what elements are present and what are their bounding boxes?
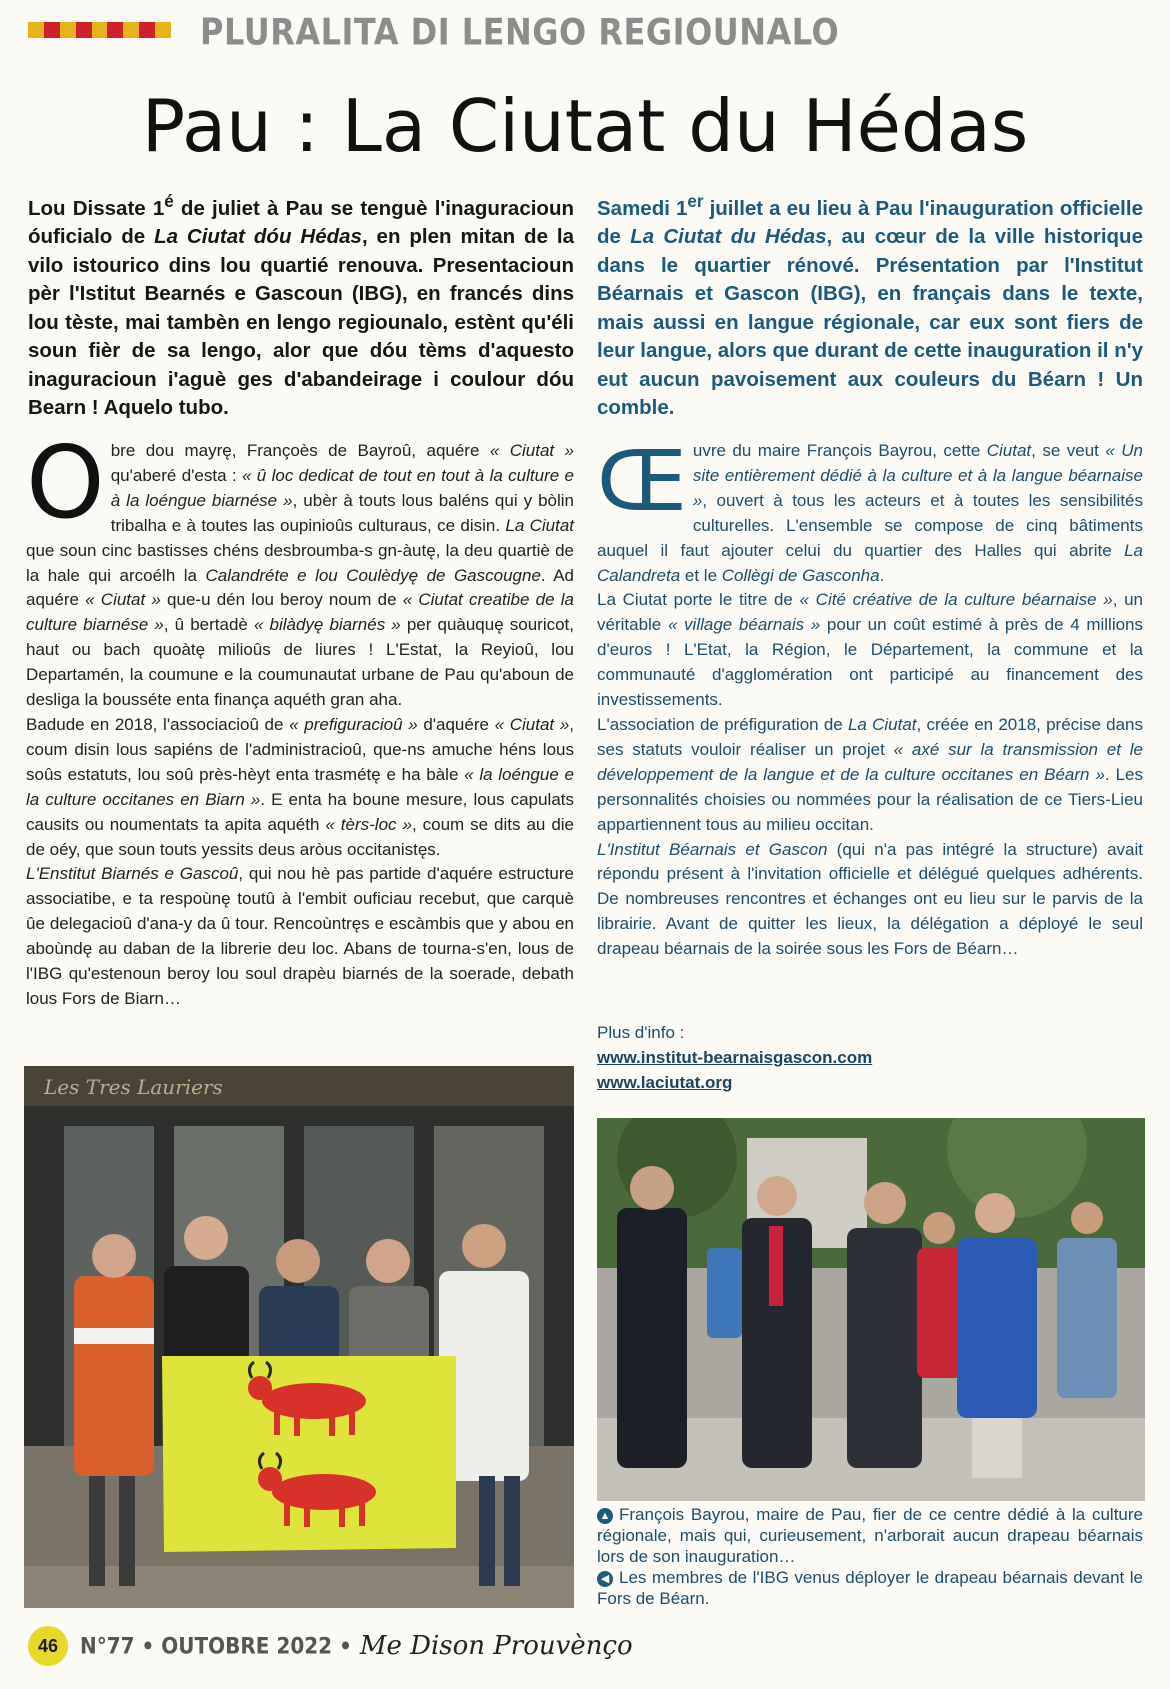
text-segment: . E enta ha boune mesure, lous capulats causits ou noumentats ta apita aquéth — [26, 789, 574, 834]
italic-segment: L'Enstitut Biarnés e Gascoû — [26, 864, 239, 884]
text-segment: que-u dén lou beroy noum de — [160, 590, 403, 610]
lead-italic: La Ciutat dóu Hédas — [154, 225, 362, 249]
lead-text: Samedi 1 — [597, 196, 688, 220]
text-segment: (qui n'a pas intégré la structure) avait répondu présent à l'invitation officielle et délégué quelques adhérents. De nombreuses rencontres et échanges ont eu lieu sur le parvis de la librairie. Avant de quitter les lieux, la délégation a déployé le seul drapeau béarnais de la soirée sous les Fors de Béarn… — [597, 839, 1144, 959]
lead-italic: La Ciutat du Hédas — [630, 225, 827, 249]
caption-text: François Bayrou, maire de Pau, fier de ce centre dédié à la culture régionale, mais qui, curieusement, n'arborait aucun drapeau béarnais lors de son inauguration… — [597, 1505, 1143, 1566]
paragraph — [597, 838, 1143, 963]
italic-segment: « Cité créative de la culture béarnaise » — [799, 590, 1113, 610]
lead-text: , en plen mitan de la vilo istourico dins lou quartié renouva. Presentacioun pèr l'Istitut Bearnés e Gascoun (IBG), en francés dins lou tèste, mai tambèn en lengo regiounalo, estènt qu'éli soun fièr de sa lengo, alor que dóu tèms d'aquesto inaguracioun i'aguè ges d'abandeirage i coulour dóu Bearn ! Aquelo tubo. — [28, 225, 575, 420]
more-info — [597, 1020, 1143, 1095]
flag-stripe — [155, 22, 171, 38]
header-flag-stripes — [28, 22, 171, 38]
text-segment: . Ad aquére — [26, 565, 574, 610]
text-segment: que soun cinc bastisses chéns desbroumba-s gn-àutę, la deu quartiè de la hale qui arcoélh la — [26, 540, 574, 585]
flag-stripe — [107, 22, 123, 38]
lead-text: Lou Dissate 1 — [28, 196, 165, 220]
flag-stripe — [28, 22, 44, 38]
text-segment: , un véritable — [597, 590, 1144, 635]
text-segment: et le — [680, 565, 722, 585]
text-segment: , se veut — [1031, 441, 1106, 460]
italic-segment: L'Institut Béarnais et Gascon — [597, 839, 828, 859]
text-segment: . — [879, 565, 885, 585]
lead-occitan — [28, 188, 574, 423]
text-segment: pour un coût estimé à près de 4 millions d'euros ! L'Etat, la Région, le Département, la commune et la communauté d'agglomération ont participé au financement des investissements. — [597, 615, 1144, 710]
lead-french — [597, 188, 1143, 423]
paragraph — [597, 588, 1143, 713]
photo-captions — [597, 1504, 1143, 1609]
magazine-name: Me Dison Prouvènço — [359, 1631, 633, 1661]
italic-segment: « tèrs-loc » — [325, 814, 412, 834]
text-segment: , coum se dits au die de oéy, que soun touts yessits deus aròus occitanistęs. — [26, 814, 575, 859]
flag-stripe — [76, 22, 92, 38]
text-segment: Badude en 2018, l'associacioû de — [26, 714, 290, 734]
flag-stripe — [123, 22, 139, 38]
text-segment: L'association de préfiguration de — [597, 714, 848, 734]
italic-segment: « û loc dedicat de tout en tout à la culture e à la loéngue biarnése » — [110, 465, 575, 510]
lead-sup: er — [687, 192, 704, 211]
italic-segment: Ciutat — [986, 441, 1032, 460]
lead-text: juillet a eu lieu à Pau l'inauguration officielle de — [597, 196, 1143, 249]
photo-ibg-members-illustration — [24, 1066, 574, 1608]
caption-right-photo — [597, 1504, 1143, 1567]
text-segment: d'aquére — [417, 714, 495, 734]
arrow-left-icon: ◀ — [597, 1571, 613, 1587]
flag-stripe — [92, 22, 108, 38]
lead-sup: é — [164, 192, 174, 211]
body-french — [597, 432, 1144, 962]
italic-segment: « Ciutat » — [85, 590, 161, 610]
text-segment: . Les personnalités choisies ou nommées pour la réalisation de ce Tiers-Lieu appartiennent tous au milieu occitan. — [597, 764, 1143, 834]
drop-cap: Œ — [597, 432, 687, 530]
more-info-label: Plus d'info : — [597, 1023, 685, 1042]
text-segment: , créée en 2018, précise dans ses statuts vouloir réaliser un projet — [597, 714, 1143, 759]
link-laciutat[interactable]: www.laciutat.org — [597, 1073, 733, 1092]
italic-segment: Collègi de Gasconha — [721, 565, 880, 585]
lead-text: de juliet à Pau se tenguè l'inaguracioun óuficialo de — [28, 196, 574, 249]
italic-segment: « Ciutat creatibe de la culture biarnése » — [26, 590, 574, 635]
text-segment: qu'aberé d'esta : — [110, 465, 242, 485]
text-segment: per quàuquę souricot, haut ou bach quoàtę milioûs de liures ! L'Estat, la Reyioû, lou Departamén, la coumune e la coumunautat urbane de Pau qu'aboun de desliga la bousséte enta finança aquéth gran aha. — [26, 615, 574, 710]
body-occitan — [26, 424, 575, 1012]
italic-segment: « axé sur la transmission et le développement de la langue et de la culture occitanes en Béarn » — [597, 739, 1143, 784]
italic-segment: La Ciutat — [847, 714, 917, 734]
paragraph — [26, 424, 575, 713]
italic-segment: « prefiguracioû » — [289, 714, 418, 734]
page-number: 46 — [28, 1626, 68, 1666]
italic-segment: « Ciutat » — [489, 441, 575, 460]
italic-segment: « Ciutat » — [494, 714, 570, 734]
arrow-up-icon: ▲ — [597, 1508, 613, 1524]
shop-sign-text: Les Tres Lauriers — [44, 1075, 223, 1099]
italic-segment: « Un site entièrement dédié à la culture et à la langue béarnaise » — [692, 441, 1143, 510]
italic-segment: Calandréte e lou Coulèdyę de Gascougne — [205, 565, 541, 585]
flag-stripe — [44, 22, 60, 38]
text-segment: uvre du maire François Bayrou, cette — [692, 441, 987, 460]
photo-bayrou-speech — [597, 1118, 1145, 1501]
text-segment: , ubèr à touts lous baléns qui y bòlin tribalha e à toutes las oupinioûs culturaus, ce disin. — [110, 490, 575, 535]
text-segment: bre dou mayrę, Françoès de Bayroû, aquére — [110, 441, 490, 460]
lead-text: , au cœur de la ville historique dans le quartier rénové. Présentation par l'Institut Béarnais et Gascon (IBG), en français dans le texte, mais aussi en langue régionale, car eux sont fiers de leur langue, alors que durant de cette inauguration il n'y eut aucun pavoisement aux couleurs du Béarn ! Un comble. — [597, 225, 1143, 420]
drop-cap: O — [26, 424, 105, 541]
photo-ibg-members — [24, 1066, 574, 1608]
page-footer — [28, 1626, 633, 1666]
text-segment: La Ciutat porte le titre de — [597, 590, 800, 610]
flag-stripe — [139, 22, 155, 38]
caption-text: Les membres de l'IBG venus déployer le drapeau béarnais devant le Fors de Béarn. — [597, 1568, 1143, 1608]
text-segment: , û bertadè — [163, 615, 254, 635]
paragraph — [26, 713, 574, 862]
italic-segment: La Calandreta — [597, 540, 1143, 585]
photo-bayrou-illustration — [597, 1118, 1145, 1501]
text-segment: , ouvert à tous les acteurs et à toutes les sensibilités culturelles. L'ensemble se compose de cinq bâtiments auquel il faut ajouter celui du quartier des Halles qui abrite — [597, 490, 1143, 560]
italic-segment: La Ciutat — [505, 515, 575, 535]
paragraph — [597, 713, 1143, 838]
italic-segment: « bilàdyę biarnés » — [253, 615, 401, 635]
text-segment: , qui nou hè pas partide d'aquére estructure associatibe, e ta respoùnę toutû à l'embit ouficiau recebut, que carquè ûe delegacioû d'ana-y da û tour. Rencoùntręs e escàmbis que y abou en aboùndę au daban de la librerie deu loc. Abans de tourna-s'en, lous de l'IBG qu'estenoun beroy lou soul drapèu biarnés de la soerade, debath lous Fors de Biarn… — [26, 864, 575, 1008]
caption-left-photo — [597, 1567, 1143, 1609]
italic-segment: « village béarnais » — [667, 615, 821, 635]
section-rubric: PLURALITA DI LENGO REGIOUNALO — [200, 10, 840, 54]
text-segment: , coum disin lous sapiéns de l'administracioû, que-ns amuche héns lous soûs estatuts, lou soû près-hèyt enta trasmétę e ha bàle — [26, 714, 575, 784]
page-title: Pau : La Ciutat du Hédas — [141, 84, 1029, 168]
issue-info: N°77 • OUTOBRE 2022 • — [80, 1632, 352, 1660]
link-institut[interactable]: www.institut-bearnaisgascon.com — [597, 1048, 873, 1067]
flag-stripe — [60, 22, 76, 38]
italic-segment: « la loéngue e la culture occitanes en Biarn » — [26, 764, 574, 809]
paragraph — [26, 862, 574, 1011]
